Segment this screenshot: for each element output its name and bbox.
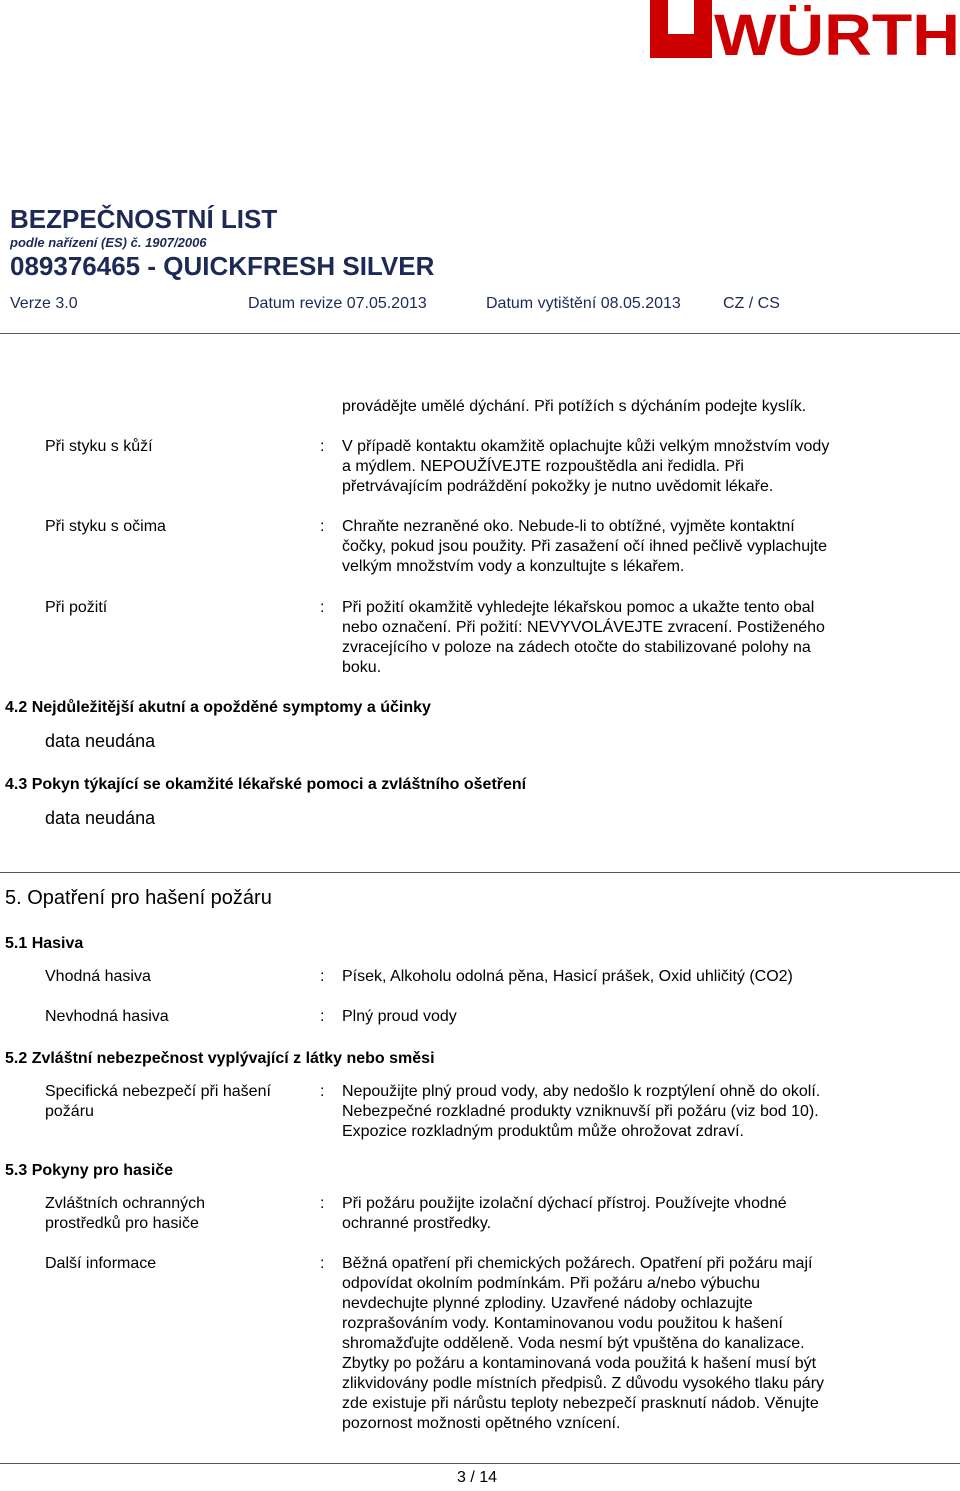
ingestion-label: Při požití — [45, 599, 108, 616]
colon: : — [320, 518, 325, 535]
suitable-extinguishing-label: Vhodná hasiva — [45, 968, 151, 985]
specific-hazards-text: Nepoužijte plný proud vody, aby nedošlo k rozptýlení ohně do okolí. Nebezpečné rozkladné produkty vzniknuvší při požáru (viz bod 10). Expozice rozkladným produktům může ohrožovat zdraví. — [342, 1083, 821, 1140]
suitable-extinguishing-value: Písek, Alkoholu odolná pěna, Hasicí prášek, Oxid uhličitý (CO2) — [342, 968, 793, 985]
section-5-heading: 5. Opatření pro hašení požáru — [5, 887, 272, 909]
colon: : — [320, 438, 325, 455]
regulation-reference: podle nařízení (ES) č. 1907/2006 — [10, 235, 207, 250]
locale: CZ / CS — [723, 295, 780, 312]
skin-contact-text: V případě kontaktu okamžitě oplachujte kůži velkým množstvím vody a mýdlem. NEPOUŽÍVEJTE rozpouštědla ani ředidla. Při přetrvávajícím podráždění pokožky je nutno uvědomit lékaře. — [342, 438, 830, 495]
print-date: Datum vytištění 08.05.2013 — [486, 295, 681, 312]
further-information-text: Běžná opatření při chemických požárech. Opatření při požáru mají odpovídat okolním podmínkám. Při požáru a/nebo výbuchu nevdechujte plynné zplodiny. Uzavřené nádoby ochlazujte rozprašováním vody. Kontaminovanou vodu použitou k hašení shromažďujte odděleně. Voda nesmí být vpuštěna do kanalizace. Zbytky po požáru a kontaminovaná voda použitá k hašení musí být zlikvidovány podle místních předpisů. Z důvodu vysokého tlaku páry zde existuje při nárůstu teploty nebezpečí prasknutí nádob. Věnujte pozornost možnosti opětného vznícení. — [342, 1255, 825, 1432]
unsuitable-extinguishing-value: Plný proud vody — [342, 1008, 457, 1025]
protective-equipment-text: Při požáru použijte izolační dýchací přístroj. Používejte vhodné ochranné prostředky. — [342, 1195, 787, 1232]
section-5-1-heading: 5.1 Hasiva — [5, 935, 84, 952]
section-4-2-value: data neudána — [45, 731, 156, 751]
skin-contact-label: Při styku s kůží — [45, 438, 153, 455]
section-divider — [0, 872, 960, 873]
colon: : — [320, 599, 325, 616]
colon: : — [320, 1083, 325, 1100]
section-4-2-heading: 4.2 Nejdůležitější akutní a opožděné symptomy a účinky — [5, 699, 431, 716]
further-information-label: Další informace — [45, 1255, 157, 1272]
footer-divider — [0, 1463, 960, 1464]
eye-contact-text: Chraňte nezraněné oko. Nebude-li to obtížné, vyjměte kontaktní čočky, pokud jsou použity. Při zasažení očí ihned pečlivě vyplachujte velkým množstvím vody a konzultujte s lékařem. — [342, 518, 827, 575]
eye-contact-label: Při styku s očima — [45, 518, 166, 535]
section-4-3-value: data neudána — [45, 808, 156, 828]
unsuitable-extinguishing-label: Nevhodná hasiva — [45, 1008, 169, 1025]
colon: : — [320, 968, 325, 985]
colon: : — [320, 1195, 325, 1212]
version: Verze 3.0 — [10, 295, 78, 312]
section-5-2-heading: 5.2 Zvláštní nebezpečnost vyplývající z látky nebo směsi — [5, 1050, 435, 1067]
product-name: 089376465 - QUICKFRESH SILVER — [10, 251, 435, 281]
specific-hazards-label: Specifická nebezpečí při hašení požáru — [45, 1083, 271, 1120]
first-aid-continued: provádějte umělé dýchání. Při potížích s dýcháním podejte kyslík. — [342, 398, 807, 415]
colon: : — [320, 1008, 325, 1025]
protective-equipment-label: Zvláštních ochranných prostředků pro hasiče — [45, 1195, 206, 1232]
colon: : — [320, 1255, 325, 1272]
revision-date: Datum revize 07.05.2013 — [248, 295, 427, 312]
page-number: 3 / 14 — [457, 1469, 498, 1486]
section-4-3-heading: 4.3 Pokyn týkající se okamžité lékařské pomoci a zvláštního ošetření — [5, 776, 527, 793]
document-title: BEZPEČNOSTNÍ LIST — [10, 204, 278, 234]
section-5-3-heading: 5.3 Pokyny pro hasiče — [5, 1162, 174, 1179]
ingestion-text: Při požití okamžitě vyhledejte lékařskou pomoc a ukažte tento obal nebo označení. Při požití: NEVYVOLÁVEJTE zvracení. Postiženého zvracejícího v poloze na zádech otočte do stabilizované polohy na boku. — [342, 599, 825, 676]
wurth-logo — [650, 0, 960, 66]
header-divider — [0, 333, 960, 334]
svg-text:WÜRTH: WÜRTH — [714, 3, 960, 66]
